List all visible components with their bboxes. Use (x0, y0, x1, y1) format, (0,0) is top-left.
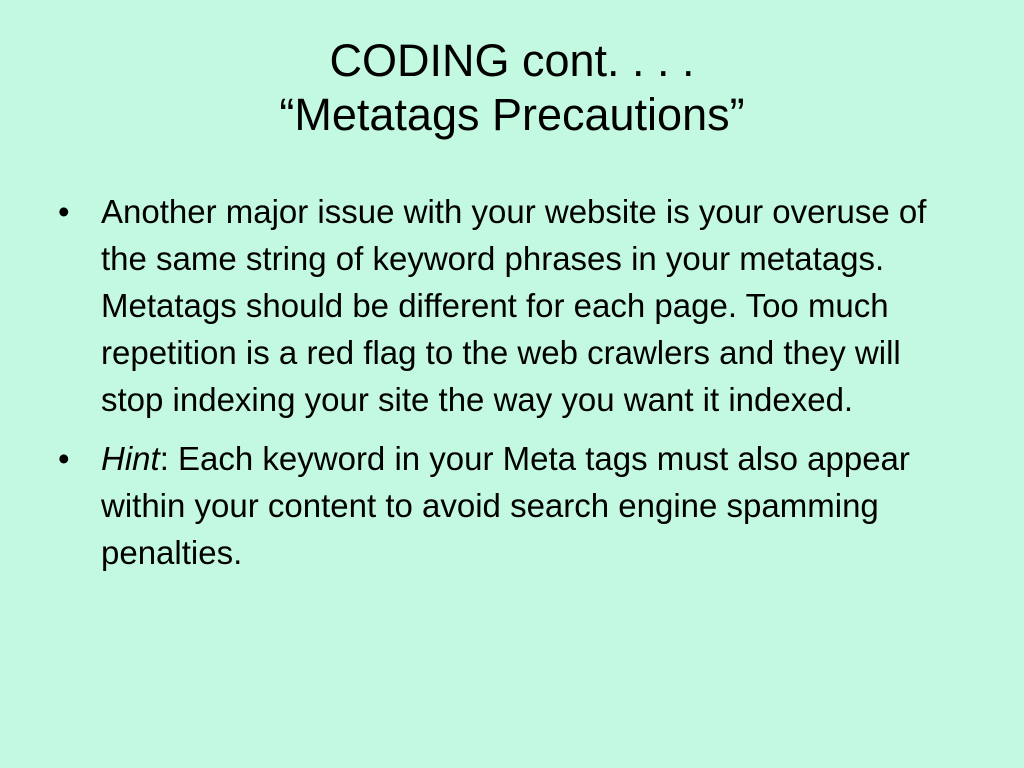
hint-label: Hint (101, 440, 160, 477)
slide-title (40, 34, 984, 142)
bullet-text: Another major issue with your website is your overuse of the same string of keyword phrases in your metatags. Metatags should be different for each page. Too much repetition is a red flag to the web crawlers and they will stop indexing your site the way you want it indexed. (101, 193, 927, 418)
bullet-icon: • (58, 440, 70, 477)
title-line-2: “Metatags Precautions” (279, 89, 745, 140)
bullet-item-1 (58, 188, 958, 423)
bullet-icon: • (58, 193, 70, 230)
bullet-list (58, 188, 958, 576)
title-line-1: CODING cont. . . . (329, 35, 695, 86)
bullet-item-2 (58, 435, 958, 576)
bullet-text: : Each keyword in your Meta tags must also appear within your content to avoid search engine spamming penalties. (101, 440, 910, 571)
